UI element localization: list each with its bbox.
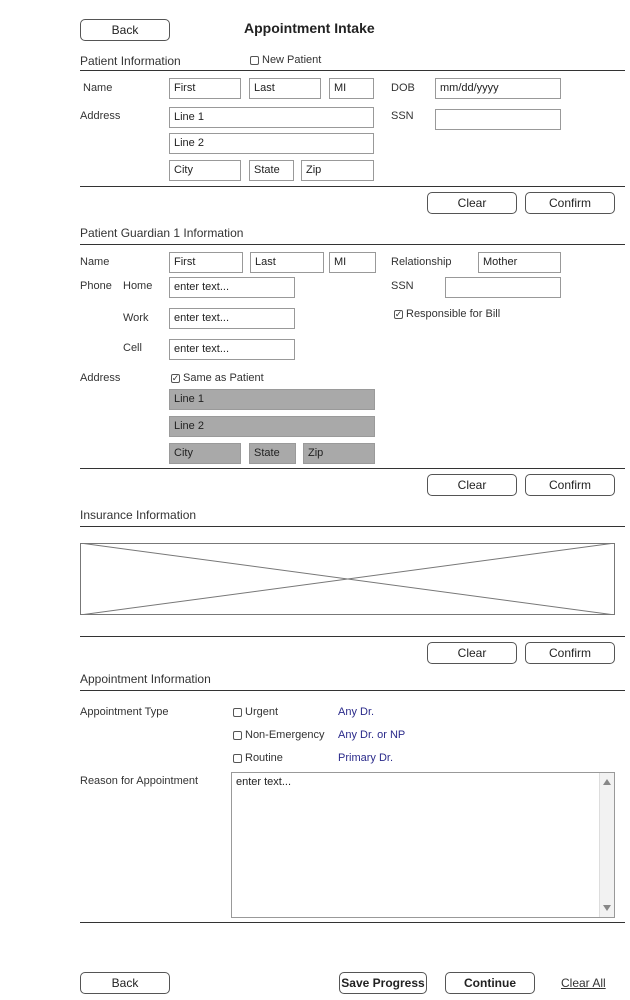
clear-all-link[interactable]: Clear All — [561, 976, 606, 990]
insurance-clear-button[interactable]: Clear — [427, 642, 517, 664]
patient-section-title: Patient Information — [80, 54, 181, 68]
guardian-ssn-label: SSN — [391, 280, 414, 292]
divider — [80, 922, 625, 923]
unchecked-box-icon — [233, 731, 242, 740]
unchecked-box-icon — [250, 56, 259, 65]
dob-label: DOB — [391, 82, 415, 94]
continue-button[interactable]: Continue — [445, 972, 535, 994]
patient-address-line1-input[interactable]: Line 1 — [169, 107, 374, 128]
unchecked-box-icon — [233, 754, 242, 763]
patient-state-input[interactable]: State — [249, 160, 294, 181]
guardian-ssn-input[interactable] — [445, 277, 561, 298]
divider — [80, 690, 625, 691]
guardian-last-name-input[interactable]: Last — [250, 252, 324, 273]
home-phone-input[interactable]: enter text... — [169, 277, 295, 298]
patient-first-name-input[interactable]: First — [169, 78, 241, 99]
reason-textarea[interactable] — [231, 772, 615, 918]
checked-box-icon: ✓ — [171, 372, 180, 383]
guardian-state-input: State — [249, 443, 296, 464]
guardian-address-line2-input: Line 2 — [169, 416, 375, 437]
routine-checkbox[interactable] — [233, 752, 283, 764]
dob-input[interactable]: mm/dd/yyyy — [435, 78, 561, 99]
patient-address-label: Address — [80, 110, 121, 122]
work-phone-input[interactable]: enter text... — [169, 308, 295, 329]
patient-name-label: Name — [83, 82, 113, 94]
insurance-image-placeholder — [80, 543, 615, 615]
reason-scrollbar[interactable] — [599, 773, 614, 917]
divider — [80, 244, 625, 245]
reason-placeholder: enter text... — [236, 776, 292, 788]
guardian-section-title: Patient Guardian 1 Information — [80, 226, 244, 240]
guardian-confirm-button[interactable]: Confirm — [525, 474, 615, 496]
checked-box-icon: ✓ — [394, 308, 403, 319]
patient-confirm-button[interactable]: Confirm — [525, 192, 615, 214]
unchecked-box-icon — [233, 708, 242, 717]
patient-zip-input[interactable]: Zip — [301, 160, 374, 181]
patient-ssn-label: SSN — [391, 110, 414, 122]
scroll-down-icon[interactable] — [603, 905, 611, 911]
same-as-patient-label: Same as Patient — [183, 372, 264, 384]
appointment-type-label: Appointment Type — [80, 706, 169, 718]
patient-city-input[interactable]: City — [169, 160, 241, 181]
cell-phone-input[interactable]: enter text... — [169, 339, 295, 360]
patient-last-name-input[interactable]: Last — [249, 78, 321, 99]
divider — [80, 526, 625, 527]
new-patient-label: New Patient — [262, 54, 322, 66]
divider — [80, 70, 625, 71]
urgent-label: Urgent — [245, 706, 279, 718]
guardian-address-label: Address — [80, 372, 121, 384]
divider — [80, 468, 625, 469]
appointment-section-title: Appointment Information — [80, 672, 211, 686]
home-phone-label: Home — [123, 280, 153, 292]
save-progress-button[interactable]: Save Progress — [339, 972, 427, 994]
guardian-city-input: City — [169, 443, 241, 464]
back-button[interactable]: Back — [80, 19, 170, 41]
patient-address-line2-input[interactable]: Line 2 — [169, 133, 374, 154]
relationship-label: Relationship — [391, 256, 452, 268]
divider — [80, 636, 625, 637]
patient-mi-input[interactable]: MI — [329, 78, 374, 99]
patient-clear-button[interactable]: Clear — [427, 192, 517, 214]
urgent-checkbox[interactable] — [233, 706, 278, 718]
urgent-note: Any Dr. — [338, 706, 375, 718]
reason-label: Reason for Appointment — [80, 775, 199, 787]
phone-label: Phone — [80, 280, 112, 292]
cell-phone-label: Cell — [123, 342, 142, 354]
page-title: Appointment Intake — [244, 20, 375, 36]
guardian-zip-input: Zip — [303, 443, 375, 464]
guardian-clear-button[interactable]: Clear — [427, 474, 517, 496]
work-phone-label: Work — [123, 312, 149, 324]
guardian-address-line1-input: Line 1 — [169, 389, 375, 410]
guardian-name-label: Name — [80, 256, 110, 268]
non-emergency-label: Non-Emergency — [245, 729, 325, 741]
patient-ssn-input[interactable] — [435, 109, 561, 130]
responsible-for-bill-checkbox[interactable] — [394, 308, 500, 320]
scroll-up-icon[interactable] — [603, 779, 611, 785]
routine-label: Routine — [245, 752, 283, 764]
non-emergency-checkbox[interactable] — [233, 729, 324, 741]
divider — [80, 186, 625, 187]
relationship-input[interactable]: Mother — [478, 252, 561, 273]
routine-note: Primary Dr. — [338, 752, 393, 764]
insurance-section-title: Insurance Information — [80, 508, 197, 522]
guardian-mi-input[interactable]: MI — [329, 252, 376, 273]
non-emergency-note: Any Dr. or NP — [338, 729, 406, 741]
responsible-for-bill-label: Responsible for Bill — [406, 308, 501, 320]
new-patient-checkbox[interactable] — [250, 54, 321, 66]
insurance-confirm-button[interactable]: Confirm — [525, 642, 615, 664]
footer-back-button[interactable]: Back — [80, 972, 170, 994]
guardian-first-name-input[interactable]: First — [169, 252, 243, 273]
same-as-patient-checkbox[interactable] — [171, 372, 264, 384]
